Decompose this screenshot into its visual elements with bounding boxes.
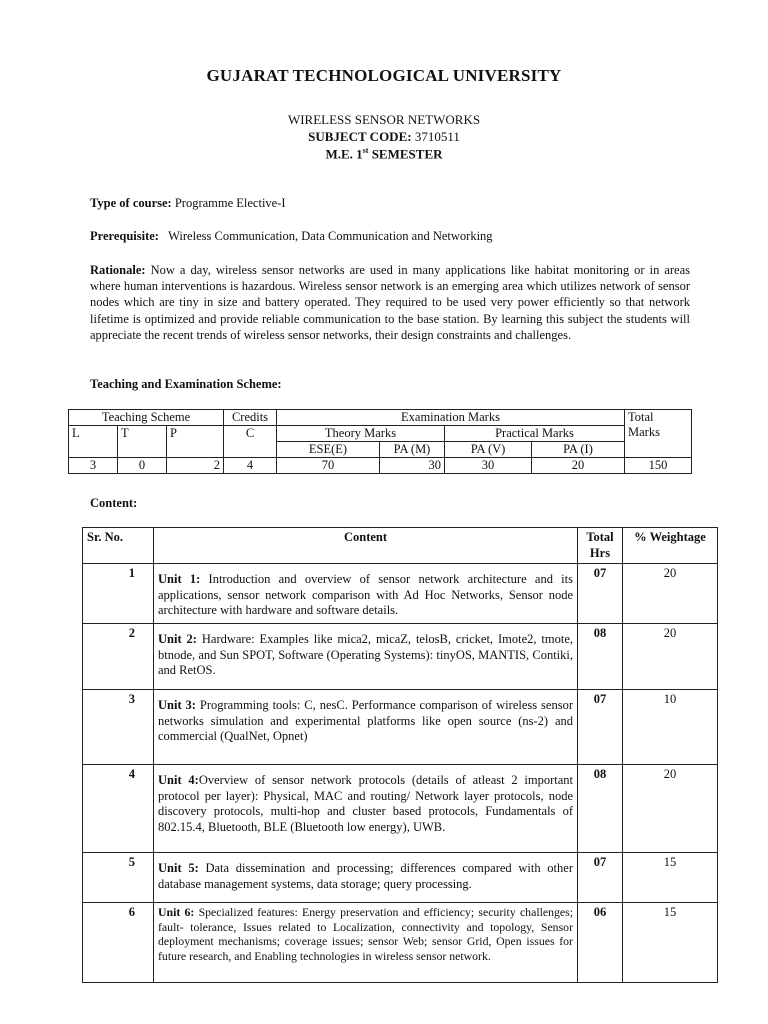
total-marks-header: [625, 410, 692, 458]
pa-i-value: 20: [532, 458, 625, 474]
subject-code-label: SUBJECT CODE:: [308, 129, 412, 144]
unit-weightage: 15: [623, 903, 718, 983]
pa-v-header: PA (V): [445, 442, 532, 458]
unit-content: Unit 5: Data dissemination and processing; differences compared with other database management systems, data storage; query processing.: [154, 853, 578, 903]
semester-suffix: SEMESTER: [368, 146, 443, 162]
t-value: 0: [118, 458, 167, 474]
sr-no-header: Sr. No.: [83, 528, 154, 564]
rationale: [90, 262, 690, 343]
unit-hours: 08: [578, 624, 623, 690]
p-value: 2: [167, 458, 224, 474]
c-value: 4: [224, 458, 277, 474]
pa-i-header: PA (I): [532, 442, 625, 458]
sr-number: 2: [83, 624, 154, 690]
table-row: [83, 765, 718, 853]
university-title: GUJARAT TECHNOLOGICAL UNIVERSITY: [206, 66, 562, 85]
subject-code-line: [0, 129, 768, 145]
teaching-scheme-table: [68, 409, 692, 474]
practical-marks-header: Practical Marks: [445, 426, 625, 442]
exam-marks-header: Examination Marks: [277, 410, 625, 426]
total-label: Total: [628, 410, 654, 424]
ese-value: 70: [277, 458, 380, 474]
total-hrs-header: Total Hrs: [578, 528, 623, 564]
unit-hours: 07: [578, 564, 623, 624]
p-header: P: [167, 426, 224, 458]
table-row: [83, 624, 718, 690]
scheme-heading: Teaching and Examination Scheme:: [90, 377, 282, 391]
l-header: L: [69, 426, 118, 458]
sr-number: 1: [83, 564, 154, 624]
unit-weightage: 20: [623, 765, 718, 853]
unit-hours: 07: [578, 853, 623, 903]
table-row: [83, 564, 718, 624]
semester-prefix: M.E. 1: [325, 146, 363, 162]
table-row: [83, 853, 718, 903]
prereq-label: Prerequisite:: [90, 229, 159, 243]
sr-number: 4: [83, 765, 154, 853]
type-of-course: [90, 195, 690, 211]
content-header: Content: [154, 528, 578, 564]
c-header: C: [224, 426, 277, 458]
ese-header: ESE(E): [277, 442, 380, 458]
weightage-header: % Weightage: [623, 528, 718, 564]
type-label: Type of course:: [90, 196, 172, 210]
unit-hours: 07: [578, 690, 623, 765]
unit-weightage: 20: [623, 564, 718, 624]
credits-header: Credits: [224, 410, 277, 426]
rationale-value: Now a day, wireless sensor networks are used in many applications like habitat monitoring or in areas where human interventions is hazardous. Wireless sensor network is an emerging area which utilizes network of sensor nodes which are tiny in size and battery operated. They required to be used very power efficiently so that network lifetime is optimized and provide reliable communication to the base station. By learning this subject the students will appreciate the recent trends of wireless sensor networks, their design constraints and challenges.: [90, 263, 691, 342]
unit-weightage: 10: [623, 690, 718, 765]
unit-hours: 06: [578, 903, 623, 983]
l-value: 3: [69, 458, 118, 474]
rationale-label: Rationale:: [90, 263, 146, 277]
prerequisite: [90, 228, 690, 244]
type-value: Programme Elective-I: [174, 196, 286, 210]
marks-label: Marks: [628, 425, 660, 439]
sr-number: 3: [83, 690, 154, 765]
content-heading: Content:: [90, 496, 138, 510]
pa-m-header: PA (M): [380, 442, 445, 458]
unit-content: Unit 6: Specialized features: Energy preservation and efficiency; security challenges; fault- tolerance, Issues related to Localization, connectivity and topology, Sensor deployment mechanisms; coverage issues; sensor Web; sensor Grid, Open issues for future research, and Enabling technologies in wireless sensor network.: [154, 903, 578, 983]
teaching-scheme-header: Teaching Scheme: [69, 410, 224, 426]
content-table: [82, 527, 718, 983]
pa-v-value: 30: [445, 458, 532, 474]
semester-line: [0, 146, 768, 162]
table-row: [83, 690, 718, 765]
unit-content: Unit 1: Introduction and overview of sensor network architecture and its applications, sensor network comparison with Ad Hoc Networks, Sensor node architecture with hardware and software details.: [154, 564, 578, 624]
unit-content: Unit 2: Hardware: Examples like mica2, micaZ, telosB, cricket, Imote2, tmote, btnode, and Sun SPOT, Software (Operating Systems): tinyOS, MANTIS, Contiki, and RetOS.: [154, 624, 578, 690]
pa-m-value: 30: [380, 458, 445, 474]
subject-code-value: 3710511: [414, 129, 460, 144]
unit-hours: 08: [578, 765, 623, 853]
table-row: [83, 903, 718, 983]
prereq-value: Wireless Communication, Data Communication and Networking: [168, 229, 493, 243]
theory-marks-header: Theory Marks: [277, 426, 445, 442]
unit-weightage: 20: [623, 624, 718, 690]
semester-sup: st: [362, 146, 369, 155]
sr-number: 6: [83, 903, 154, 983]
unit-content: Unit 3: Programming tools: C, nesC. Performance comparison of wireless sensor networks simulation and experimental platforms like open source (ns-2) and commercial (QualNet, Opnet): [154, 690, 578, 765]
sr-number: 5: [83, 853, 154, 903]
subject-name: WIRELESS SENSOR NETWORKS: [287, 112, 481, 127]
t-header: T: [118, 426, 167, 458]
total-value: 150: [625, 458, 692, 474]
unit-weightage: 15: [623, 853, 718, 903]
unit-content: Unit 4:Overview of sensor network protocols (details of atleast 2 important protocol per layer): Physical, MAC and routing/ Network layer protocols, node discovery protocols, multi-hop and cluster based protocols, Fundamentals of 802.15.4, Bluetooth, BLE (Bluetooth low energy), UWB.: [154, 765, 578, 853]
